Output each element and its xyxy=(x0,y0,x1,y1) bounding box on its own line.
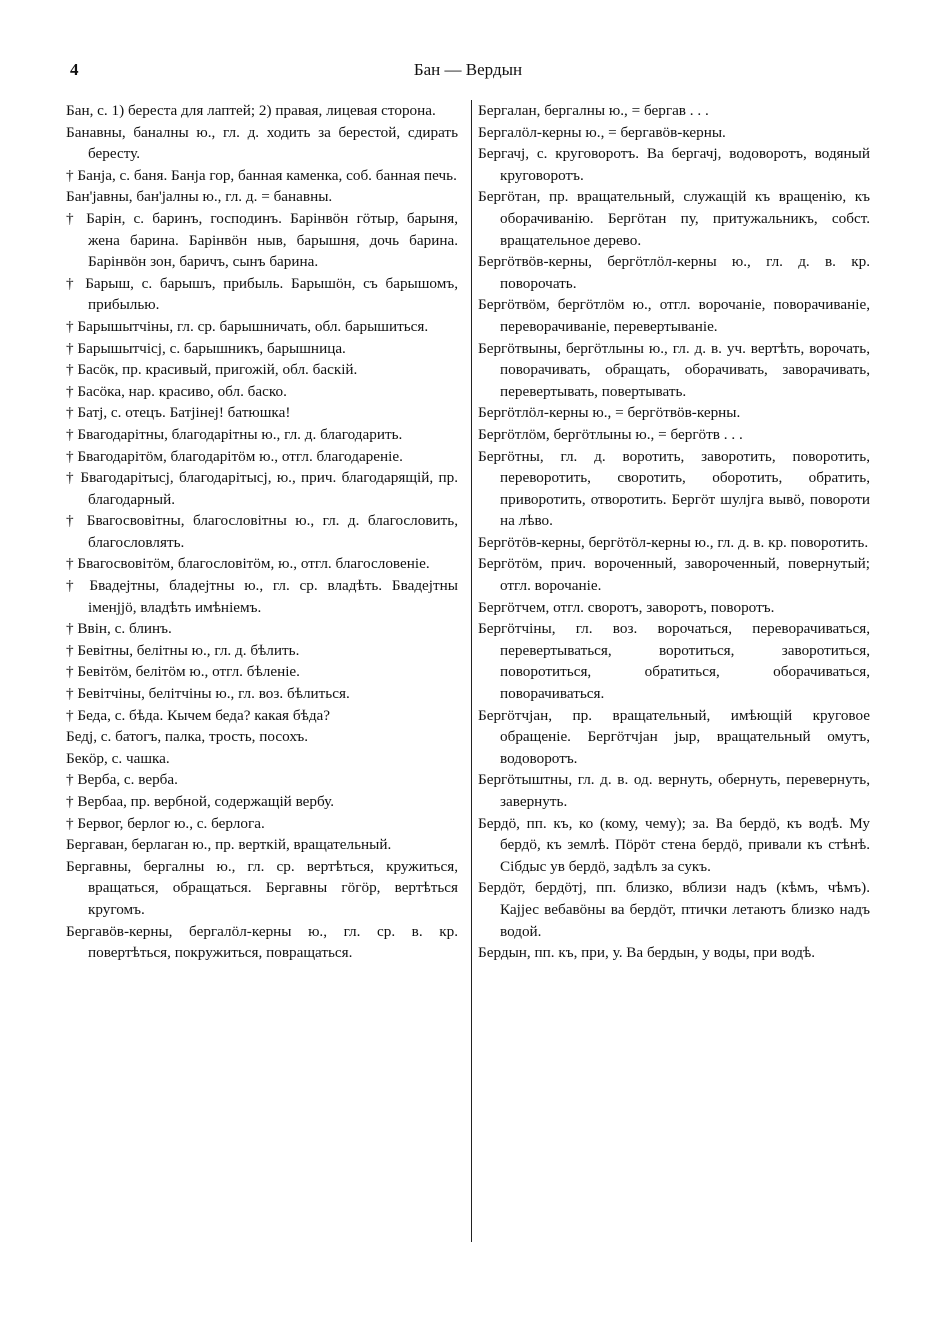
dictionary-entry: † Ввін, с. блинъ. xyxy=(66,620,172,638)
dictionary-entry: Бергöтны, гл. д. воротить, заворотить, поворотить, переворотить, своротить, оборотить, обратить, приворотить, отворотить. Бергöт шулјга вывö, повороти на лѣво. xyxy=(478,447,870,530)
dictionary-entry: Бергачј, с. круговоротъ. Ва бергачј, водоворотъ, водяный круговоротъ. xyxy=(478,145,870,184)
dictionary-entry: † Бвагодарітны, благодарітны ю., гл. д. благодарить. xyxy=(66,425,403,443)
dictionary-entry: Бердын, пп. къ, при, у. Ва бердын, у воды, при водѣ. xyxy=(478,944,816,962)
dictionary-entry: Бан'јавны, бан'јалны ю., гл. д. = банавны. xyxy=(66,188,333,206)
dictionary-entry: Бергöтвöв-керны, бергöтлöл-керны ю., гл. д. в. кр. поворочать. xyxy=(478,253,870,292)
dictionary-entry: † Бервог, берлог ю., с. берлога. xyxy=(66,814,265,832)
dictionary-entry: Бекöр, с. чашка. xyxy=(66,749,170,767)
dictionary-entry: Бергаван, берлаган ю., пр. верткій, вращательный. xyxy=(66,836,392,854)
dictionary-entry: Бергавны, бергалны ю., гл. ср. вертѣться, кружиться, вращаться, обращаться. Бергавны гöгöр, вертѣться кругомъ. xyxy=(66,857,458,918)
dictionary-entry: Бергöтвыны, бергöтлыны ю., гл. д. в. уч. вертѣть, ворочать, поворачивать, обращать, оборачивать, заворачивать, перевертывать, повертывать. xyxy=(478,339,870,400)
dictionary-entry: Бердö, пп. къ, ко (кому, чему); за. Ва бердö, къ водѣ. Му бердö, къ землѣ. Пöрöт стена бердö, привали къ стѣнѣ. Сібдыс ув бердö, задѣлъ за сукъ. xyxy=(478,814,870,875)
dictionary-entry: Бергöтыштны, гл. д. в. од. вернуть, обернуть, перевернуть, завернуть. xyxy=(478,771,870,810)
dictionary-entry: Бергöтчјан, пр. вращательный, имѣющій круговое обращеніе. Бергöтчјан јыр, вращательный омутъ, водоворотъ. xyxy=(478,706,870,767)
dictionary-entry: † Барін, с. баринъ, господинъ. Барінвöн гöтыр, барыня, жена барина. Барінвöн ныв, барышня, дочь барина. Барінвöн зон, баричъ, сынъ барина. xyxy=(66,209,458,271)
left-column xyxy=(66,100,458,964)
dictionary-entry: Бердöт, бердöтј, пп. близко, вблизи надъ (кѣмъ, чѣмъ). Кајјес вебавöны ва бердöт, птички летаютъ близко надъ водой. xyxy=(478,879,870,940)
dictionary-entry: † Басöк, пр. красивый, пригожій, обл. баскій. xyxy=(66,361,358,379)
dictionary-entry: † Верба, с. верба. xyxy=(66,771,178,789)
dictionary-entry: Бергалан, бергалны ю., = бергав . . . xyxy=(478,102,709,119)
dictionary-entry: Бергöтöв-керны, бергöтöл-керны ю., гл. д. в. кр. поворотить. xyxy=(478,533,869,551)
dictionary-entry: Бергöтвöм, бергöтлöм ю., отгл. ворочаніе, поворачиваніе, переворачиваніе, перевертываніе. xyxy=(478,296,870,335)
dictionary-entry: Бан, с. 1) береста для лаптей; 2) правая, лицевая сторона. xyxy=(66,102,436,119)
dictionary-entry: † Басöка, нар. красиво, обл. баско. xyxy=(66,382,287,400)
dictionary-entry: Бергöтлöм, бергöтлыны ю., = бергöтв . . . xyxy=(478,425,743,443)
dictionary-entry: † Бвадејтны, бладејтны ю., гл. ср. владѣть. Бвадејтны іменјјö, владѣть имѣніемъ. xyxy=(66,577,458,616)
dictionary-entry: † Бевітны, белітны ю., гл. д. бѣлить. xyxy=(66,641,300,659)
dictionary-entry: † Вербаа, пр. вербной, содержащій вербу. xyxy=(66,793,335,810)
dictionary-entry: Банавны, баналны ю., гл. д. ходить за берестой, сдирать бересту. xyxy=(66,123,458,163)
dictionary-entry: † Бвагосвовітöм, благословітöм, ю., отгл. благословеніе. xyxy=(66,555,430,573)
page-header xyxy=(70,56,866,86)
dictionary-entry: Бергöтлöл-керны ю., = бергöтвöв-керны. xyxy=(478,404,741,422)
dictionary-entry: Бергöтöм, прич. вороченный, завороченный, повернутый; отгл. ворочаніе. xyxy=(478,555,870,595)
dictionary-entry: Бергалöл-керны ю., = бергавöв-керны. xyxy=(478,123,726,141)
dictionary-entry: Бергавöв-керны, бергалöл-керны ю., гл. ср. в. кр. повертѣться, покружиться, повращаться. xyxy=(66,922,458,962)
dictionary-entry: † Банја, с. баня. Банја гор, банная каменка, соб. банная печь. xyxy=(66,166,457,184)
dictionary-entry: † Батј, с. отецъ. Батјінеј! батюшка! xyxy=(66,404,291,422)
dictionary-entry: † Бвагодарітöм, благодарітöм ю., отгл. благодареніе. xyxy=(66,447,403,465)
dictionary-entry: † Барышытчіны, гл. ср. барышничать, обл. барышиться. xyxy=(66,317,429,335)
dictionary-entry: † Бвагодарітысј, благодарітысј, ю., прич. благодарящій, пр. благодарный. xyxy=(66,469,458,508)
running-head: Бан — Вердын xyxy=(413,60,523,79)
dictionary-entry: † Бевітöм, белітöм ю., отгл. бѣленіе. xyxy=(66,663,300,681)
dictionary-entry: Бергöтчіны, гл. воз. ворочаться, переворачиваться, перевертываться, воротиться, заворотиться, поворотиться, обратиться, оборачиваться, поворачиваться. xyxy=(478,620,870,703)
dictionary-entry: Бедј, с. батогъ, палка, трость, посохъ. xyxy=(66,728,308,746)
dictionary-entry: Бергöтан, пр. вращательный, служащій къ вращенію, къ оборачиванію. Бергöтан пу, притужальникъ, собст. вращательное дерево. xyxy=(478,188,870,249)
dictionary-entry: † Бевітчіны, белітчіны ю., гл. воз. бѣлиться. xyxy=(66,685,350,703)
dictionary-entry: † Бвагосвовітны, благословітны ю., гл. д. благословить, благословлять. xyxy=(66,512,458,551)
dictionary-entry: † Беда, с. бѣда. Кычем беда? какая бѣда? xyxy=(66,706,331,724)
dictionary-entry: † Барышытчісј, с. барышникъ, барышница. xyxy=(66,339,346,357)
dictionary-entry: † Барыш, с. барышъ, прибыль. Барышöн, съ барышомъ, прибылью. xyxy=(66,274,458,314)
column-divider xyxy=(471,100,472,1242)
page-number: 4 xyxy=(70,60,79,79)
right-column xyxy=(478,100,870,964)
dictionary-entry: Бергöтчем, отгл. своротъ, заворотъ, поворотъ. xyxy=(478,598,775,616)
